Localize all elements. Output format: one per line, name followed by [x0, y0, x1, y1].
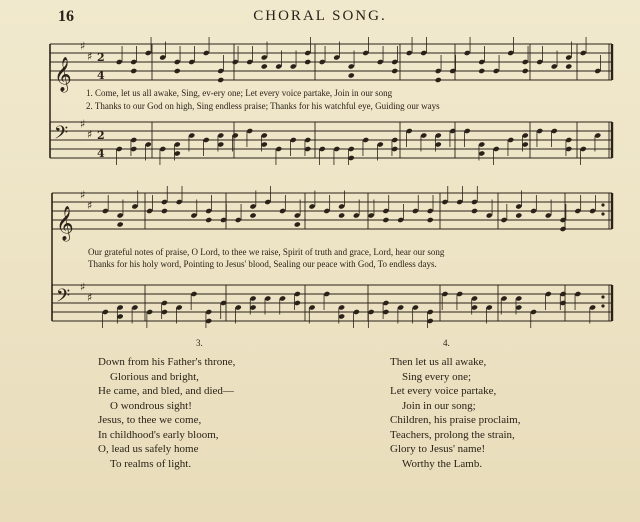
- verse4-line: Let every voice partake,: [390, 385, 497, 397]
- verse3-line: In childhood's early bloom,: [98, 428, 219, 441]
- note-head: [515, 212, 522, 218]
- system2-lyric-verse1: Our grateful notes of praise, O Lord, to thee we raise, Spirit of truth and grace, Lord, hear our song: [88, 247, 445, 257]
- system2-lyric-verse2: Thanks for his holy word, Pointing to Jesus' blood, Sealing our peace with God, To endless days.: [88, 259, 437, 269]
- repeat-dot: [601, 304, 604, 307]
- repeat-dot: [601, 203, 604, 206]
- time-signature-bottom-icon: 4: [97, 147, 105, 161]
- note-head: [304, 59, 311, 65]
- sharp-icon: ♯: [80, 117, 86, 131]
- verse4-line: Children, his praise proclaim,: [390, 414, 521, 426]
- verse4-line: Teachers, prolong the strain,: [390, 428, 515, 441]
- verse4-number: 4.: [443, 338, 450, 348]
- treble-clef-icon: 𝄞: [56, 206, 74, 241]
- note-head: [565, 63, 572, 69]
- sharp-icon: ♯: [87, 291, 93, 305]
- note-head: [560, 226, 567, 232]
- verse4-line: Sing every one;: [402, 370, 472, 383]
- sharp-icon: ♯: [87, 50, 93, 64]
- system1-lyric-verse1: 1. Come, let us all awake, Sing, ev-ery one; Let every voice partake, Join in our song: [86, 88, 393, 98]
- note-head: [471, 208, 478, 214]
- note-head: [382, 217, 389, 223]
- verse3-line: Jesus, to thee we come,: [98, 414, 202, 426]
- note-head: [249, 212, 256, 218]
- verse4-line: Then let us all awake,: [390, 356, 487, 368]
- verse4-line: Glory to Jesus' name!: [390, 443, 486, 455]
- repeat-dot: [601, 295, 604, 298]
- note-head: [174, 68, 181, 74]
- verse3-line: O, lead us safely home: [98, 443, 199, 455]
- system1-lyric-verse2: 2. Thanks to our God on high, Sing endless praise; Thanks for his watchful eye, Guiding our ways: [86, 101, 440, 111]
- note-head: [217, 77, 224, 83]
- verse4-line: Worthy the Lamb.: [402, 457, 483, 470]
- time-signature-bottom-icon: 4: [97, 69, 105, 83]
- note-head: [348, 72, 355, 78]
- bass-clef-icon: 𝄢: [54, 123, 69, 148]
- note-head: [130, 68, 137, 74]
- verse4-line: Join in our song;: [402, 399, 476, 412]
- verse3-text: [98, 355, 235, 471]
- note-head: [338, 212, 345, 218]
- note-head: [478, 68, 485, 74]
- note-head: [427, 217, 434, 223]
- sharp-icon: ♯: [80, 280, 86, 294]
- time-signature-top-icon: 2: [97, 51, 105, 65]
- note-head: [391, 68, 398, 74]
- verse3-line: To realms of light.: [110, 457, 192, 470]
- note-head: [435, 77, 442, 83]
- bass-clef-icon: 𝄢: [56, 286, 71, 311]
- note-head: [117, 221, 124, 227]
- verse3-line: O wondrous sight!: [110, 399, 192, 412]
- repeat-dot: [601, 212, 604, 215]
- sharp-icon: ♯: [80, 188, 86, 202]
- note-head: [161, 208, 168, 214]
- verse3-line: Glorious and bright,: [110, 370, 199, 383]
- sharp-icon: ♯: [87, 199, 93, 213]
- page-number: 16: [58, 8, 74, 25]
- sharp-icon: ♯: [87, 128, 93, 142]
- verse3-line: He came, and bled, and died—: [98, 385, 234, 397]
- sharp-icon: ♯: [80, 39, 86, 53]
- note-head: [261, 63, 268, 69]
- note-head: [294, 221, 301, 227]
- note-head: [205, 217, 212, 223]
- time-signature-top-icon: 2: [97, 129, 105, 143]
- verse3-line: Down from his Father's throne,: [98, 356, 236, 368]
- note-head: [522, 68, 529, 74]
- page-title: CHORAL SONG.: [253, 8, 387, 24]
- treble-clef-icon: 𝄞: [54, 57, 72, 92]
- verse4-text: [390, 355, 520, 471]
- verse3-number: 3.: [196, 338, 203, 348]
